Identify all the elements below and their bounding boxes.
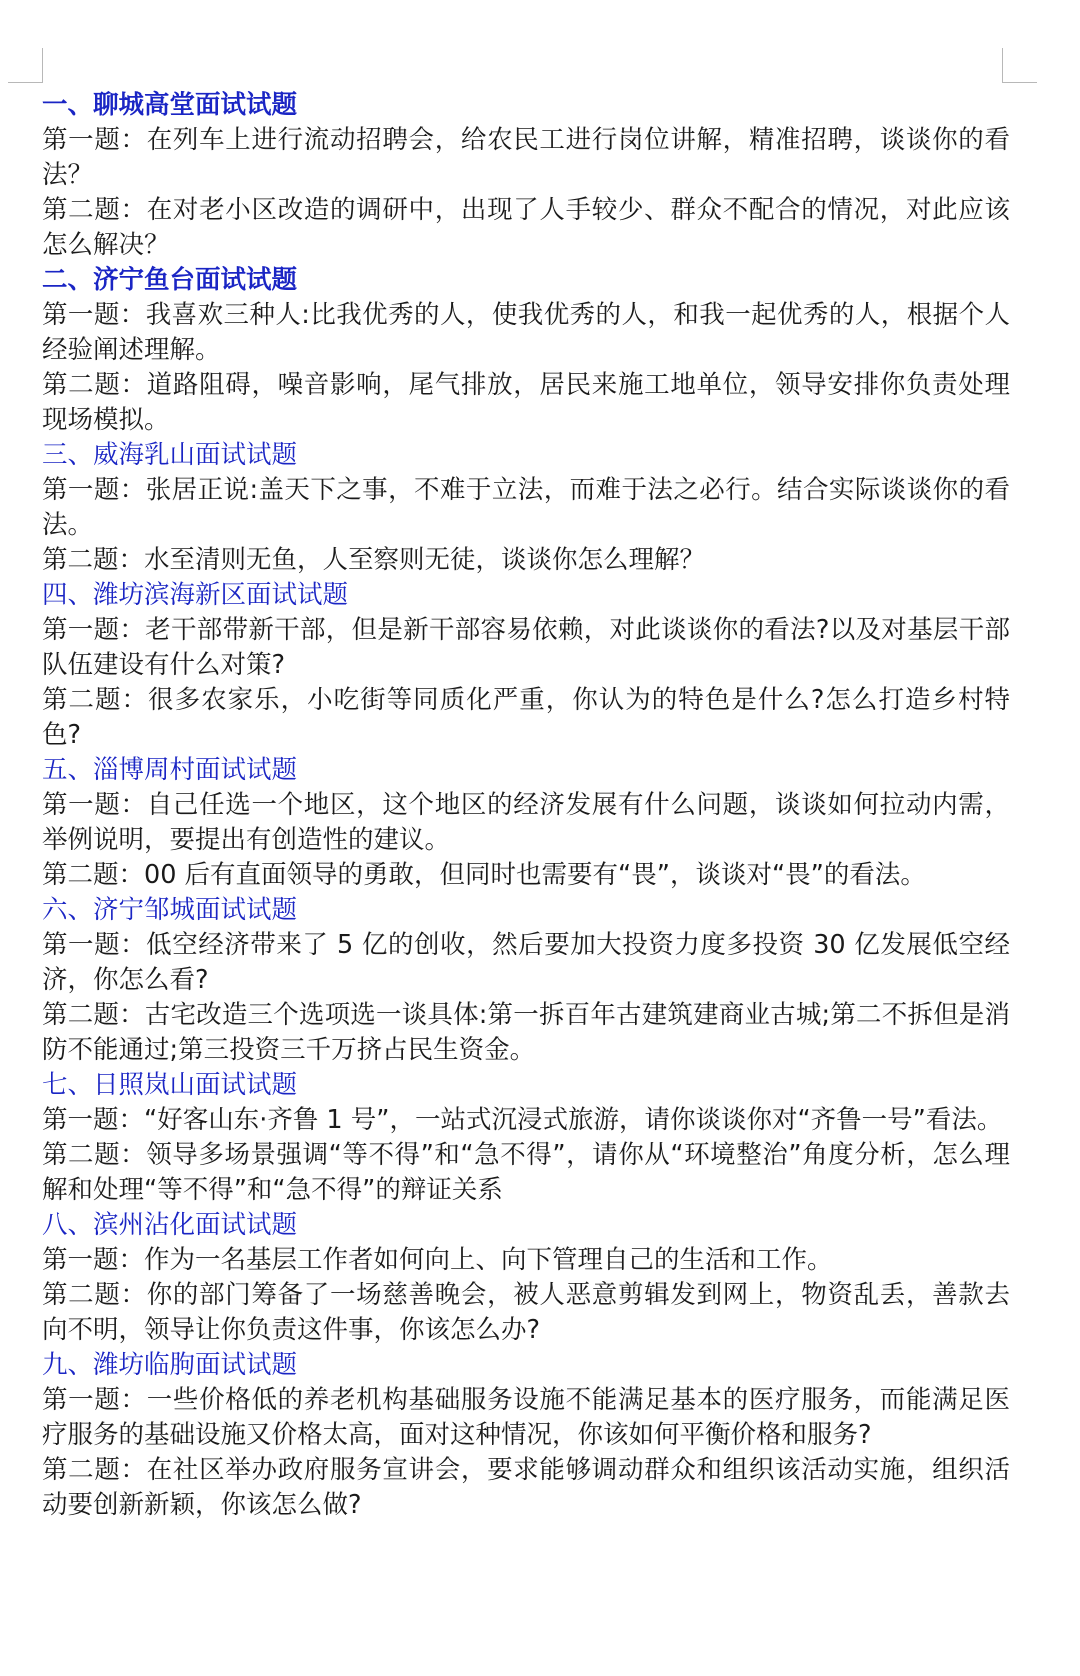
page-corner-mark-top-right [1002, 48, 1037, 83]
section-weihai-rushan [42, 438, 1010, 578]
section-zibo-zhoucun [42, 753, 1010, 893]
question-1: 第一题：一些价格低的养老机构基础服务设施不能满足基本的医疗服务，而能满足医疗服务的基础设施又价格太高，面对这种情况，你该如何平衡价格和服务? [42, 1385, 1010, 1450]
question-2: 第二题：00 后有直面领导的勇敢，但同时也需要有“畏”，谈谈对“畏”的看法。 [42, 860, 926, 890]
question-2: 第二题：在对老小区改造的调研中，出现了人手较少、群众不配合的情况，对此应该怎么解决？ [42, 195, 1010, 260]
question-2: 第二题：领导多场景强调“等不得”和“急不得”，请你从“环境整治”角度分析，怎么理解和处理“等不得”和“急不得”的辩证关系 [42, 1140, 1010, 1205]
question-2: 第二题：古宅改造三个选项选一谈具体:第一拆百年古建筑建商业古城;第二不拆但是消防不能通过;第三投资三千万挤占民生资金。 [42, 1000, 1010, 1065]
section-heading: 一、聊城高堂面试试题 [42, 90, 298, 120]
page-corner-mark-top-left [8, 48, 43, 83]
section-heading: 六、济宁邹城面试试题 [42, 895, 298, 925]
section-heading: 二、济宁鱼台面试试题 [42, 265, 298, 295]
section-weifang-binhai [42, 578, 1010, 753]
question-1: 第一题：“好客山东·齐鲁 1 号”，一站式沉浸式旅游，请你谈谈你对“齐鲁一号”看法。 [42, 1105, 1003, 1135]
section-rizhao-lanshan [42, 1068, 1010, 1208]
section-heading: 四、潍坊滨海新区面试试题 [42, 580, 349, 610]
section-heading: 七、日照岚山面试试题 [42, 1070, 298, 1100]
question-1: 第一题：低空经济带来了 5 亿的创收，然后要加大投资力度多投资 30 亿发展低空经济，你怎么看? [42, 930, 1010, 995]
question-2: 第二题：在社区举办政府服务宣讲会，要求能够调动群众和组织该活动实施，组织活动要创新新颖，你该怎么做? [42, 1455, 1010, 1520]
section-heading: 五、淄博周村面试试题 [42, 755, 298, 785]
section-binzhou-zhanhua [42, 1208, 1010, 1348]
question-1: 第一题：我喜欢三种人:比我优秀的人，使我优秀的人，和我一起优秀的人，根据个人经验阐述理解。 [42, 300, 1010, 365]
question-2: 第二题：水至清则无鱼，人至察则无徒，谈谈你怎么理解？ [42, 545, 706, 575]
section-heading: 八、滨州沾化面试试题 [42, 1210, 298, 1240]
question-1: 第一题：作为一名基层工作者如何向上、向下管理自己的生活和工作。 [42, 1245, 833, 1275]
section-jining-yutai [42, 263, 1010, 438]
question-1: 第一题：在列车上进行流动招聘会，给农民工进行岗位讲解，精准招聘，谈谈你的看法？ [42, 125, 1010, 190]
question-2: 第二题：你的部门筹备了一场慈善晚会，被人恶意剪辑发到网上，物资乱丢，善款去向不明，领导让你负责这件事，你该怎么办? [42, 1280, 1010, 1345]
section-heading: 九、潍坊临朐面试试题 [42, 1350, 298, 1380]
document-body [42, 88, 1010, 1523]
section-liaocheng-gaotang [42, 88, 1010, 263]
section-heading: 三、威海乳山面试试题 [42, 440, 298, 470]
section-weifang-linqu [42, 1348, 1010, 1523]
question-2: 第二题：很多农家乐，小吃街等同质化严重，你认为的特色是什么?怎么打造乡村特色? [42, 685, 1010, 750]
section-jining-zoucheng [42, 893, 1010, 1068]
question-1: 第一题：张居正说:盖天下之事，不难于立法，而难于法之必行。结合实际谈谈你的看法。 [42, 475, 1010, 540]
question-2: 第二题：道路阻碍，噪音影响，尾气排放，居民来施工地单位，领导安排你负责处理现场模拟。 [42, 370, 1010, 435]
question-1: 第一题：老干部带新干部，但是新干部容易依赖，对此谈谈你的看法?以及对基层干部队伍建设有什么对策? [42, 615, 1010, 680]
question-1: 第一题：自己任选一个地区，这个地区的经济发展有什么问题，谈谈如何拉动内需，举例说明，要提出有创造性的建议。 [42, 790, 1010, 855]
